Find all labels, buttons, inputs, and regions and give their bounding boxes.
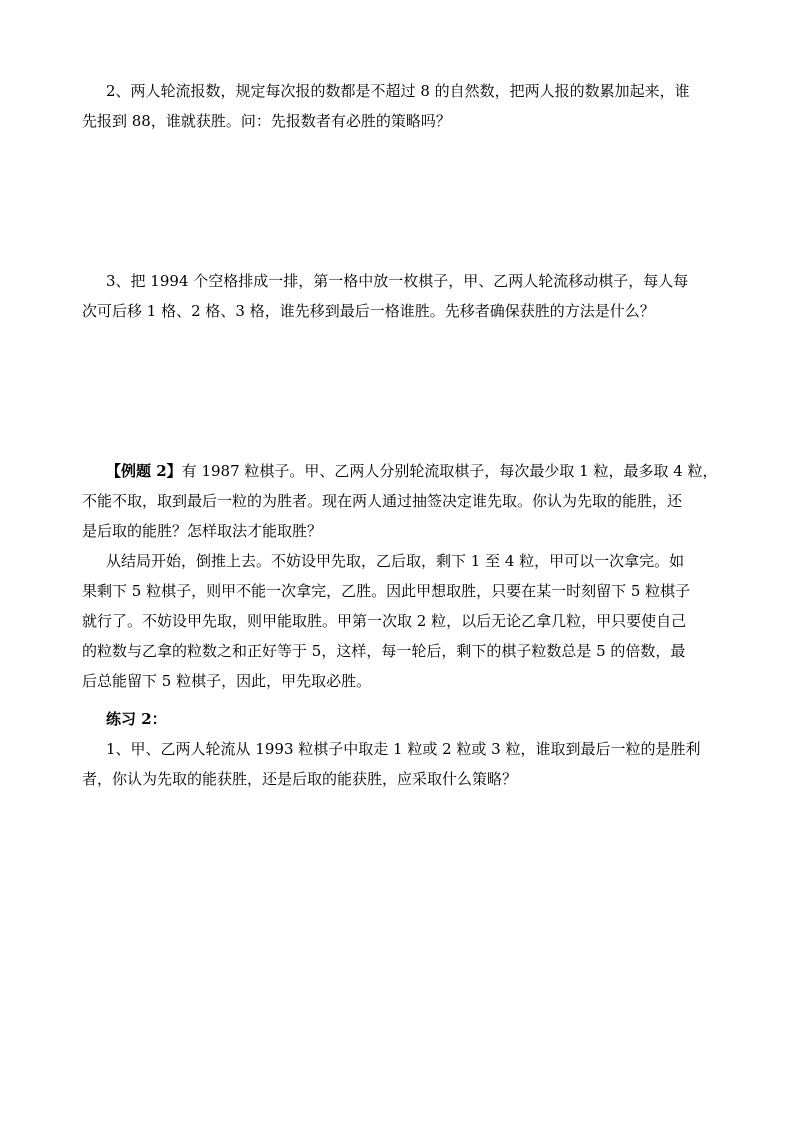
example-2-line-1 bbox=[106, 456, 718, 486]
exercise-2-problem-1-line-2: 者，你认为先取的能获胜，还是后取的能获胜，应采取什么策略？ bbox=[82, 770, 518, 788]
example-2-line-2: 不能不取，取到最后一粒的为胜者。现在两人通过抽签决定谁先取。你认为先取的能胜，还 bbox=[82, 492, 683, 510]
solution-line-1: 从结局开始，倒推上去。不妨设甲先取，乙后取，剩下 1 至 4 粒，甲可以一次拿完。如 bbox=[106, 552, 685, 570]
example-2-line-1-text: 有 1987 粒棋子。甲、乙两人分别轮流取棋子，每次最少取 1 粒，最多取 4 粒， bbox=[181, 462, 718, 480]
solution-line-3: 就行了。不妨设甲先取，则甲能取胜。甲第一次取 2 粒，以后无论乙拿几粒，甲只要使自己 bbox=[82, 612, 687, 630]
example-2-line-3: 是后取的能胜？怎样取法才能取胜？ bbox=[82, 522, 323, 540]
solution-line-5: 后总能留下 5 粒棋子，因此，甲先取必胜。 bbox=[82, 672, 372, 690]
solution-line-2: 果剩下 5 粒棋子，则甲不能一次拿完，乙胜。因此甲想取胜，只要在某一时刻留下 5 粒棋子 bbox=[82, 582, 691, 600]
exercise-2-heading: 练习 2： bbox=[106, 710, 167, 728]
problem-3-line-1: 3、把 1994 个空格排成一排，第一格中放一枚棋子，甲、乙两人轮流移动棋子，每人每 bbox=[106, 272, 689, 290]
problem-2-line-2: 先报到 88，谁就获胜。问：先报数者有必胜的策略吗？ bbox=[82, 112, 451, 130]
exercise-2-problem-1-line-1: 1、甲、乙两人轮流从 1993 粒棋子中取走 1 粒或 2 粒或 3 粒，谁取到最后一粒的是胜利 bbox=[106, 740, 701, 758]
example-2-label: 【例题 2】 bbox=[106, 462, 182, 480]
problem-2-line-1: 2、两人轮流报数，规定每次报的数都是不超过 8 的自然数，把两人报的数累加起来，谁 bbox=[106, 82, 690, 100]
problem-3-line-2: 次可后移 1 格、2 格、3 格，谁先移到最后一格谁胜。先移者确保获胜的方法是什么？ bbox=[82, 302, 655, 320]
solution-line-4: 的粒数与乙拿的粒数之和正好等于 5，这样，每一轮后，剩下的棋子粒数总是 5 的倍数，最 bbox=[82, 642, 686, 660]
